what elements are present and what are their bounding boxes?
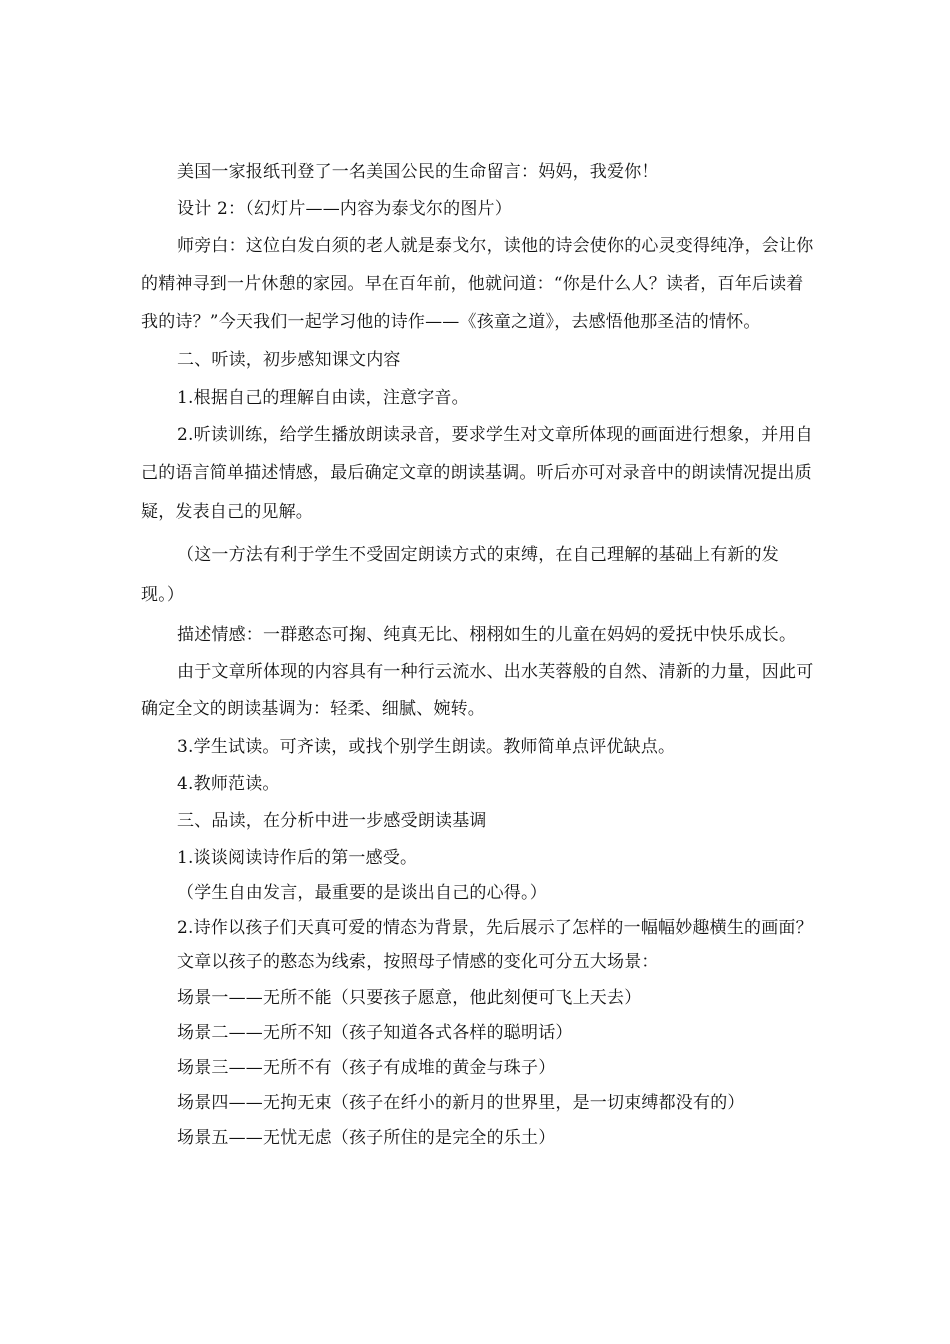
paragraph-line: （这一方法有利于学生不受固定朗读方式的束缚，在自己理解的基础上有新的发 bbox=[177, 545, 779, 565]
scene-item: 场景一——无所不能（只要孩子愿意，他此刻便可飞上天去） bbox=[177, 988, 642, 1008]
paragraph-line-4: 的精神寻到一片休憩的家园。早在百年前，他就问道：“你是什么人？读者，百年后读着 bbox=[141, 274, 804, 294]
list-item-line: 2.听读训练，给学生播放朗读录音，要求学生对文章所体现的画面进行想象，并用自 bbox=[177, 425, 813, 445]
paragraph-line-3: 师旁白：这位白发白须的老人就是泰戈尔，读他的诗会使你的心灵变得纯净，会让你 bbox=[177, 236, 814, 256]
paragraph-line: 己的语言简单描述情感，最后确定文章的朗读基调。听后亦可对录音中的朗读情况提出质 bbox=[141, 463, 812, 483]
scene-item: 场景三——无所不有（孩子有成堆的黄金与珠子） bbox=[177, 1058, 556, 1078]
list-item-line: 1.根据自己的理解自由读，注意字音。 bbox=[177, 388, 469, 408]
list-item-line: 3.学生试读。可齐读，或找个别学生朗读。教师简单点评优缺点。 bbox=[177, 737, 676, 757]
paragraph-line: 现。） bbox=[141, 585, 185, 605]
section-heading-2: 二、听读，初步感知课文内容 bbox=[177, 350, 401, 370]
paragraph-line-1: 美国一家报纸刊登了一名美国公民的生命留言：妈妈，我爱你！ bbox=[177, 162, 659, 182]
paragraph-line-5: 我的诗？”今天我们一起学习他的诗作——《孩童之道》，去感悟他那圣洁的情怀。 bbox=[141, 312, 761, 332]
list-item-line: 2.诗作以孩子们天真可爱的情态为背景，先后展示了怎样的一幅幅妙趣横生的画面？ bbox=[177, 918, 813, 938]
paragraph-line: （学生自由发言，最重要的是谈出自己的心得。） bbox=[177, 883, 547, 903]
scene-item: 场景四——无拘无束（孩子在纤小的新月的世界里，是一切束缚都没有的） bbox=[177, 1093, 745, 1113]
paragraph-line: 描述情感：一群憨态可掬、纯真无比、栩栩如生的儿童在妈妈的爱抚中快乐成长。 bbox=[177, 625, 797, 645]
scene-item: 场景五——无忧无虑（孩子所住的是完全的乐土） bbox=[177, 1128, 556, 1148]
list-item-line: 1.谈谈阅读诗作后的第一感受。 bbox=[177, 848, 418, 868]
paragraph-line: 文章以孩子的憨态为线索，按照母子情感的变化可分五大场景： bbox=[177, 952, 659, 972]
paragraph-line: 确定全文的朗读基调为：轻柔、细腻、婉转。 bbox=[141, 699, 485, 719]
list-item-line: 4.教师范读。 bbox=[177, 774, 280, 794]
scene-item: 场景二——无所不知（孩子知道各式各样的聪明话） bbox=[177, 1023, 573, 1043]
section-heading-3: 三、品读，在分析中进一步感受朗读基调 bbox=[177, 811, 487, 831]
paragraph-line: 疑，发表自己的见解。 bbox=[141, 502, 313, 522]
paragraph-line-2: 设计 2：（幻灯片——内容为泰戈尔的图片） bbox=[177, 199, 512, 219]
paragraph-line: 由于文章所体现的内容具有一种行云流水、出水芙蓉般的自然、清新的力量，因此可 bbox=[177, 662, 814, 682]
